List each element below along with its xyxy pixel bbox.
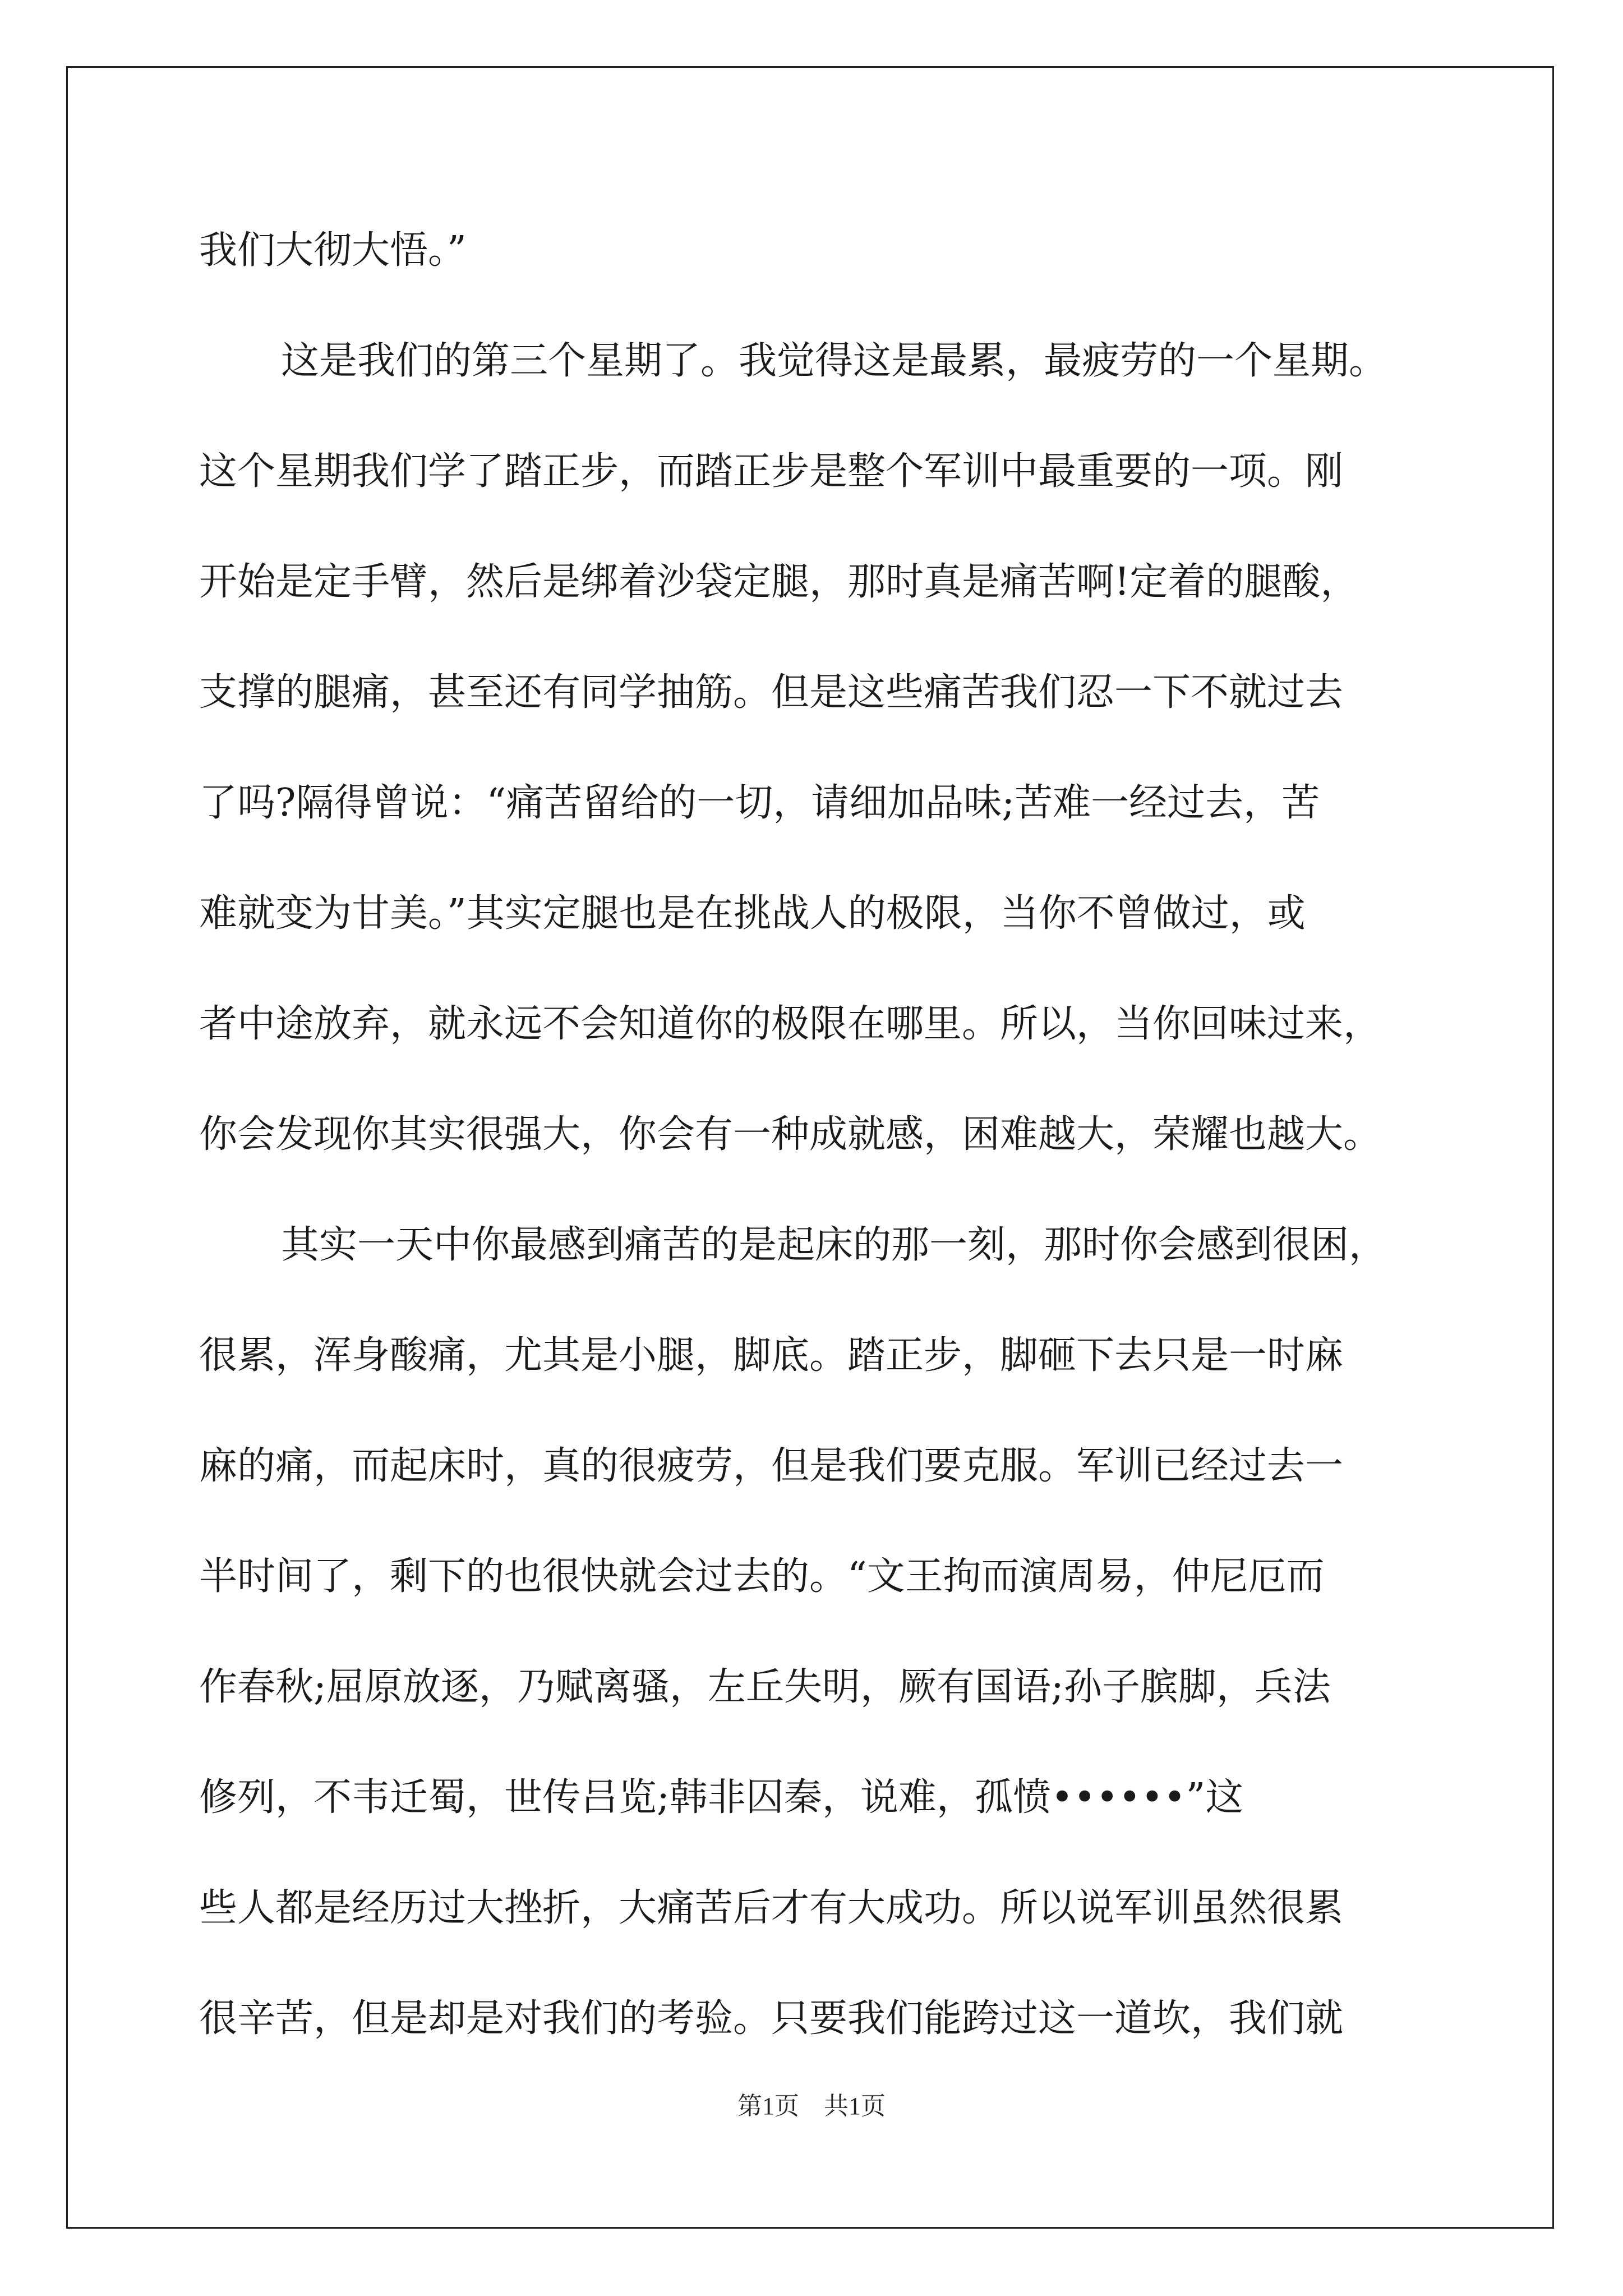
text-line: 开始是定手臂，然后是绑着沙袋定腿，那时真是痛苦啊!定着的腿酸，: [199, 560, 1359, 604]
text-line: 很辛苦，但是却是对我们的考验。只要我们能跨过这一道坎，我们就: [199, 1996, 1344, 2041]
text-line: 你会发现你其实很强大，你会有一种成就感，困难越大，荣耀也越大。: [199, 1112, 1382, 1157]
text-line: 这个星期我们学了踏正步，而踏正步是整个军训中最重要的一项。刚: [199, 449, 1344, 494]
text-line: 难就变为甘美。”其实定腿也是在挑战人的极限，当你不曾做过，或: [199, 891, 1306, 936]
text-line: 作春秋;屈原放逐，乃赋离骚，左丘失明，厥有国语;孙子膑脚，兵法: [199, 1665, 1331, 1709]
text-line: 些人都是经历过大挫折，大痛苦后才有大成功。所以说军训虽然很累: [199, 1886, 1344, 1930]
text-line: 其实一天中你最感到痛苦的是起床的那一刻，那时你会感到很困，: [281, 1223, 1387, 1267]
text-line: 了吗?隔得曾说：“痛苦留给的一切，请细加品味;苦难一经过去，苦: [199, 781, 1320, 825]
document-body: [199, 195, 1433, 2074]
text-line: 我们大彻大悟。”: [199, 228, 467, 273]
text-line: 支撑的腿痛，甚至还有同学抽筋。但是这些痛苦我们忍一下不就过去: [199, 670, 1344, 715]
text-line: 者中途放弃，就永远不会知道你的极限在哪里。所以，当你回味过来，: [199, 1002, 1382, 1046]
page-footer: [0, 2090, 1623, 2123]
text-line: 麻的痛，而起床时，真的很疲劳，但是我们要克服。军训已经过去一: [199, 1444, 1344, 1488]
text-line: 半时间了，剩下的也很快就会过去的。“文王拘而演周易，仲尼厄而: [199, 1554, 1325, 1599]
text-line: 这是我们的第三个星期了。我觉得这是最累，最疲劳的一个星期。: [281, 339, 1387, 383]
text-line: 修列，不韦迁蜀，世传吕览;韩非囚秦，说难，孤愤••••••”这: [199, 1775, 1244, 1820]
text-line: 很累，浑身酸痛，尤其是小腿，脚底。踏正步，脚砸下去只是一时麻: [199, 1333, 1344, 1378]
page-number-label: 第1页 共1页: [737, 2092, 886, 2120]
